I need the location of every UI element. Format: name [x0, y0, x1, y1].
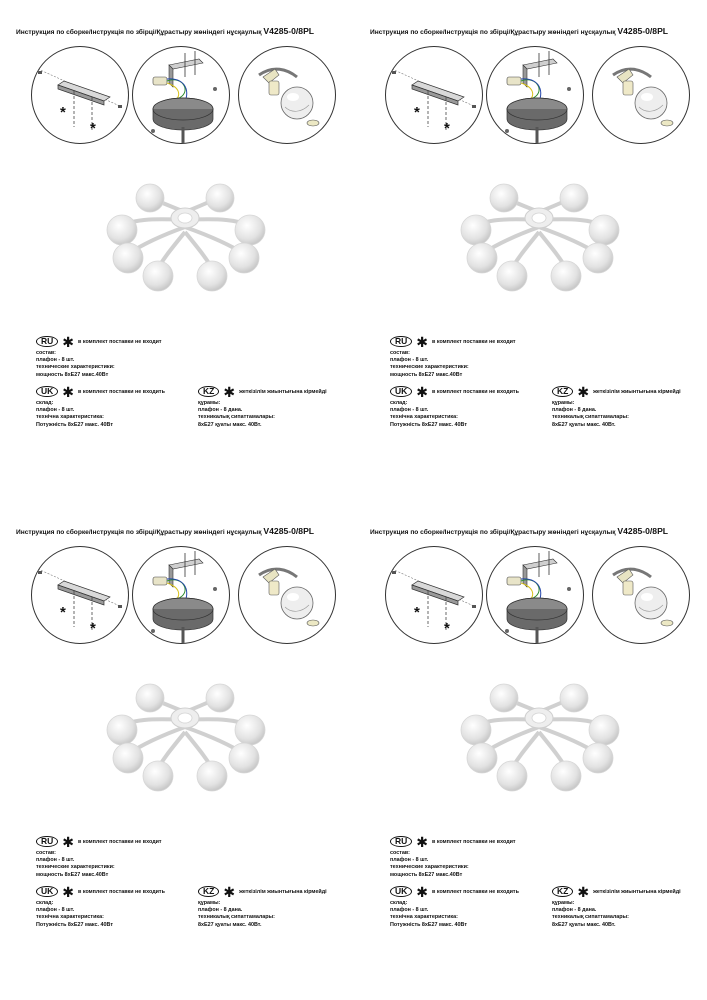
kz-language-badge: KZ — [198, 386, 219, 397]
kz-not-included-note: жеткізілім жиынтығына кірмейді — [593, 888, 681, 895]
svg-text:*: * — [60, 104, 66, 121]
ru-language-badge: RU — [390, 836, 412, 847]
kz-header — [552, 883, 681, 900]
kz-header — [198, 383, 327, 400]
kz-spec-line: 8хЕ27 қуаты макс. 40Вт. — [198, 921, 262, 928]
step-1-mounting-bracket-diagram — [385, 46, 483, 144]
uk-spec-line: склад: — [390, 400, 408, 406]
kz-not-included-note: жеткізілім жиынтығына кірмейді — [239, 888, 327, 895]
uk-spec-line: Потужність 8хЕ27 макс. 40Вт — [390, 921, 467, 928]
step-2-canopy-wiring-diagram — [132, 546, 230, 644]
asterisk-icon: ✱ — [223, 383, 236, 400]
step-2-canopy-wiring-diagram — [486, 46, 584, 144]
step-2-canopy-wiring-diagram — [132, 46, 230, 144]
asterisk-icon: ✱ — [62, 883, 75, 900]
kz-language-badge: KZ — [552, 886, 573, 897]
asterisk-icon: ✱ — [62, 383, 75, 400]
uk-specs — [36, 400, 113, 429]
uk-spec-line: плафон - 8 шт. — [36, 407, 75, 414]
ru-spec-line: мощность 8хЕ27 макс.40Вт — [390, 871, 463, 878]
kz-spec-line: техникалық сипаттамалары: — [552, 914, 629, 921]
kz-spec-line: плафон - 8 дана. — [198, 907, 243, 914]
uk-language-badge: UK — [36, 886, 58, 897]
svg-text:*: * — [444, 620, 450, 637]
uk-specs — [36, 900, 113, 929]
step-3-shade-install-diagram — [592, 46, 690, 144]
asterisk-icon: ✱ — [577, 383, 590, 400]
step-1-mounting-bracket-diagram — [385, 546, 483, 644]
ru-spec-line: технические характеристики: — [36, 364, 115, 371]
uk-not-included-note: в комплект поставки не входить — [78, 388, 165, 395]
uk-spec-line: склад: — [390, 900, 408, 906]
kz-spec-line: құрамы: — [198, 400, 221, 406]
kz-not-included-note: жеткізілім жиынтығына кірмейді — [239, 388, 327, 395]
ru-header — [390, 333, 516, 350]
uk-spec-line: склад: — [36, 900, 54, 906]
ru-spec-line: состав: — [36, 350, 56, 356]
svg-text:*: * — [414, 604, 420, 621]
kz-spec-line: техникалық сипаттамалары: — [552, 414, 629, 421]
uk-specs — [390, 900, 467, 929]
kz-language-badge: KZ — [552, 386, 573, 397]
ru-language-badge: RU — [390, 336, 412, 347]
kz-not-included-note: жеткізілім жиынтығына кірмейді — [593, 388, 681, 395]
svg-text:*: * — [414, 104, 420, 121]
kz-header — [552, 383, 681, 400]
title-text: Инструкция по сборке/Інструкція по збірці/Құрастыру жөніндегі нұсқаулық — [16, 29, 262, 36]
asterisk-icon: ✱ — [416, 383, 429, 400]
asterisk-icon: ✱ — [223, 883, 236, 900]
chandelier-assembled-image — [454, 672, 624, 798]
svg-text:*: * — [90, 620, 96, 637]
ru-spec-line: состав: — [390, 850, 410, 856]
uk-not-included-note: в комплект поставки не входить — [78, 888, 165, 895]
ru-spec-line: состав: — [390, 350, 410, 356]
svg-text:*: * — [60, 604, 66, 621]
chandelier-assembled-image — [454, 172, 624, 298]
uk-language-badge: UK — [390, 886, 412, 897]
chandelier-assembled-image — [100, 172, 270, 298]
ru-spec-line: мощность 8хЕ27 макс.40Вт — [36, 871, 109, 878]
kz-spec-line: техникалық сипаттамалары: — [198, 914, 275, 921]
asterisk-icon: ✱ — [62, 833, 75, 850]
instruction-sheet — [0, 500, 353, 1000]
uk-spec-line: плафон - 8 шт. — [390, 407, 429, 414]
ru-specs — [36, 350, 115, 379]
uk-spec-line: Потужність 8хЕ27 макс. 40Вт — [36, 921, 113, 928]
kz-specs — [552, 400, 629, 429]
uk-spec-line: технічна характеристика: — [390, 914, 458, 921]
ru-spec-line: плафон - 8 шт. — [390, 357, 429, 364]
ru-header — [390, 833, 516, 850]
asterisk-icon: ✱ — [577, 883, 590, 900]
instruction-sheet — [354, 500, 707, 1000]
title-text: Инструкция по сборке/Інструкція по збірці/Құрастыру жөніндегі нұсқаулық — [370, 529, 616, 536]
uk-spec-line: технічна характеристика: — [36, 414, 104, 421]
sheet-title — [16, 26, 314, 36]
kz-spec-line: құрамы: — [198, 900, 221, 906]
uk-spec-line: Потужність 8хЕ27 макс. 40Вт — [36, 421, 113, 428]
ru-language-badge: RU — [36, 836, 58, 847]
kz-specs — [198, 400, 275, 429]
kz-language-badge: KZ — [198, 886, 219, 897]
step-1-mounting-bracket-diagram — [31, 46, 129, 144]
model-number: V4285-0/8PL — [263, 526, 315, 536]
step-1-mounting-bracket-diagram — [31, 546, 129, 644]
svg-text:*: * — [444, 120, 450, 137]
kz-spec-line: 8хЕ27 қуаты макс. 40Вт. — [198, 421, 262, 428]
asterisk-icon: ✱ — [62, 333, 75, 350]
ru-spec-line: мощность 8хЕ27 макс.40Вт — [36, 371, 109, 378]
instruction-sheet — [354, 0, 707, 500]
ru-spec-line: технические характеристики: — [390, 864, 469, 871]
ru-header — [36, 333, 162, 350]
sheet-title — [370, 526, 668, 536]
uk-specs — [390, 400, 467, 429]
uk-not-included-note: в комплект поставки не входить — [432, 888, 519, 895]
ru-specs — [390, 350, 469, 379]
uk-not-included-note: в комплект поставки не входить — [432, 388, 519, 395]
kz-spec-line: плафон - 8 дана. — [198, 407, 243, 414]
kz-spec-line: құрамы: — [552, 900, 575, 906]
uk-spec-line: технічна характеристика: — [36, 914, 104, 921]
sheet-title — [370, 26, 668, 36]
step-3-shade-install-diagram — [238, 46, 336, 144]
kz-header — [198, 883, 327, 900]
ru-spec-line: технические характеристики: — [390, 364, 469, 371]
ru-not-included-note: в комплект поставки не входит — [78, 838, 162, 845]
uk-spec-line: плафон - 8 шт. — [390, 907, 429, 914]
ru-specs — [390, 850, 469, 879]
asterisk-icon: ✱ — [416, 883, 429, 900]
chandelier-assembled-image — [100, 672, 270, 798]
title-text: Инструкция по сборке/Інструкція по збірці/Құрастыру жөніндегі нұсқаулық — [16, 529, 262, 536]
ru-spec-line: технические характеристики: — [36, 864, 115, 871]
kz-specs — [198, 900, 275, 929]
step-2-canopy-wiring-diagram — [486, 546, 584, 644]
instruction-sheet — [0, 0, 353, 500]
svg-text:*: * — [90, 120, 96, 137]
step-3-shade-install-diagram — [238, 546, 336, 644]
ru-not-included-note: в комплект поставки не входит — [432, 338, 516, 345]
ru-specs — [36, 850, 115, 879]
model-number: V4285-0/8PL — [617, 26, 669, 36]
uk-header — [390, 383, 519, 400]
ru-spec-line: мощность 8хЕ27 макс.40Вт — [390, 371, 463, 378]
kz-spec-line: 8хЕ27 қуаты макс. 40Вт. — [552, 421, 616, 428]
uk-spec-line: плафон - 8 шт. — [36, 907, 75, 914]
uk-spec-line: технічна характеристика: — [390, 414, 458, 421]
ru-not-included-note: в комплект поставки не входит — [78, 338, 162, 345]
ru-spec-line: плафон - 8 шт. — [36, 857, 75, 864]
model-number: V4285-0/8PL — [263, 26, 315, 36]
uk-spec-line: склад: — [36, 400, 54, 406]
kz-spec-line: плафон - 8 дана. — [552, 407, 597, 414]
ru-not-included-note: в комплект поставки не входит — [432, 838, 516, 845]
uk-spec-line: Потужність 8хЕ27 макс. 40Вт — [390, 421, 467, 428]
uk-language-badge: UK — [390, 386, 412, 397]
sheet-title — [16, 526, 314, 536]
asterisk-icon: ✱ — [416, 333, 429, 350]
uk-header — [390, 883, 519, 900]
ru-header — [36, 833, 162, 850]
ru-spec-line: плафон - 8 шт. — [390, 857, 429, 864]
ru-language-badge: RU — [36, 336, 58, 347]
kz-spec-line: 8хЕ27 қуаты макс. 40Вт. — [552, 921, 616, 928]
ru-spec-line: состав: — [36, 850, 56, 856]
kz-spec-line: плафон - 8 дана. — [552, 907, 597, 914]
kz-spec-line: құрамы: — [552, 400, 575, 406]
kz-specs — [552, 900, 629, 929]
title-text: Инструкция по сборке/Інструкція по збірці/Құрастыру жөніндегі нұсқаулық — [370, 29, 616, 36]
step-3-shade-install-diagram — [592, 546, 690, 644]
ru-spec-line: плафон - 8 шт. — [36, 357, 75, 364]
model-number: V4285-0/8PL — [617, 526, 669, 536]
uk-header — [36, 883, 165, 900]
asterisk-icon: ✱ — [416, 833, 429, 850]
uk-language-badge: UK — [36, 386, 58, 397]
uk-header — [36, 383, 165, 400]
kz-spec-line: техникалық сипаттамалары: — [198, 414, 275, 421]
